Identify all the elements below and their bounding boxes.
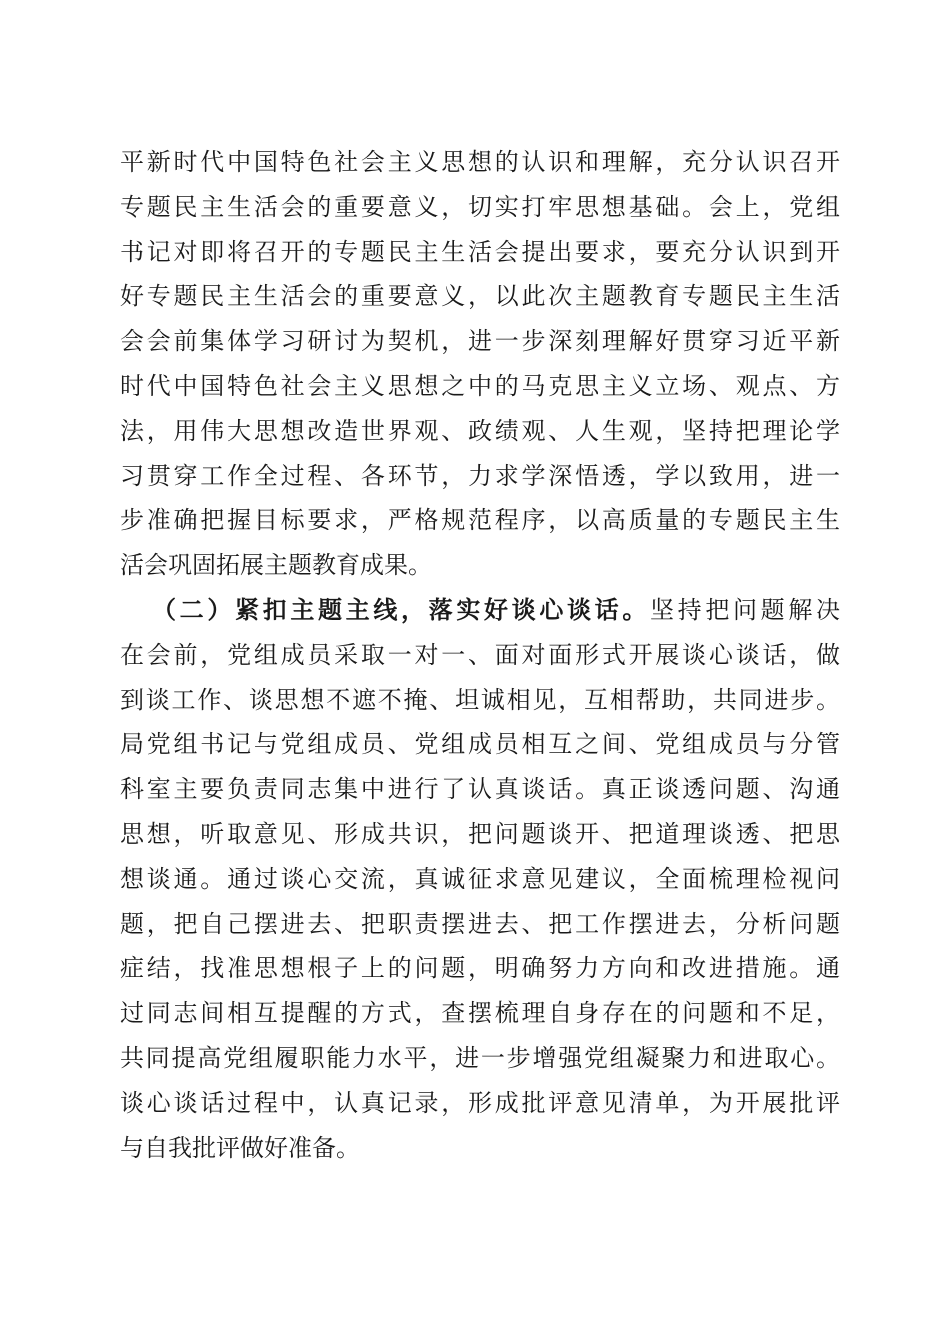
paragraph-1-line: 书记对即将召开的专题民主生活会提出要求，要充分认识到开	[120, 237, 840, 266]
paragraph-1-line: 专题民主生活会的重要意义，切实打牢思想基础。会上，党组	[120, 192, 840, 221]
paragraph-2-line: 症结，找准思想根子上的问题，明确努力方向和改进措施。通	[120, 954, 840, 983]
paragraph-2-line: 想谈通。通过谈心交流，真诚征求意见建议，全面梳理检视问	[120, 864, 840, 893]
document-body	[120, 140, 840, 1170]
paragraph-1-line: 活会巩固拓展主题教育成果。	[120, 551, 432, 580]
paragraph-1-line: 习贯穿工作全过程、各环节，力求学深悟透，学以致用，进一	[120, 461, 840, 490]
paragraph-2-first-line	[120, 588, 840, 633]
paragraph-1-line: 平新时代中国特色社会主义思想的认识和理解，充分认识召开	[120, 148, 840, 176]
paragraph-1-line: 会会前集体学习研讨为契机，进一步深刻理解好贯穿习近平新	[120, 327, 840, 356]
paragraph-2-line: 谈心谈话过程中，认真记录，形成批评意见清单，为开展批评	[120, 1088, 840, 1117]
paragraph-2-line: 思想，听取意见、形成共识，把问题谈开、把道理谈透、把思	[120, 819, 840, 848]
paragraph-2-line: 到谈工作、谈思想不遮不掩、坦诚相见，互相帮助，共同进步。	[120, 685, 840, 714]
paragraph-2-line: 题，把自己摆进去、把职责摆进去、把工作摆进去，分析问题	[120, 909, 840, 938]
paragraph-2-line: 在会前，党组成员采取一对一、面对面形式开展谈心谈话，做	[120, 640, 840, 669]
paragraph-2-line: 与自我批评做好准备。	[120, 1133, 360, 1162]
paragraph-1-line: 步准确把握目标要求，严格规范程序，以高质量的专题民主生	[120, 506, 840, 535]
paragraph-2-line: 局党组书记与党组成员、党组成员相互之间、党组成员与分管	[120, 730, 840, 759]
paragraph-2-line: 科室主要负责同志集中进行了认真谈话。真正谈透问题、沟通	[120, 775, 840, 804]
paragraph-1	[120, 140, 840, 588]
paragraph-2-first-line-text: 坚持把问题解决	[650, 595, 840, 624]
section-heading: （二）紧扣主题主线，落实好谈心谈话。	[152, 594, 650, 624]
paragraph-1-line: 法，用伟大思想改造世界观、政绩观、人生观，坚持把理论学	[120, 416, 840, 445]
paragraph-2	[120, 588, 840, 1170]
paragraph-1-line: 时代中国特色社会主义思想之中的马克思主义立场、观点、方	[120, 371, 840, 400]
paragraph-1-line: 好专题民主生活会的重要意义，以此次主题教育专题民主生活	[120, 282, 840, 311]
paragraph-2-line: 共同提高党组履职能力水平，进一步增强党组凝聚力和进取心。	[120, 1043, 840, 1072]
paragraph-2-line: 过同志间相互提醒的方式，查摆梳理自身存在的问题和不足，	[120, 999, 840, 1028]
